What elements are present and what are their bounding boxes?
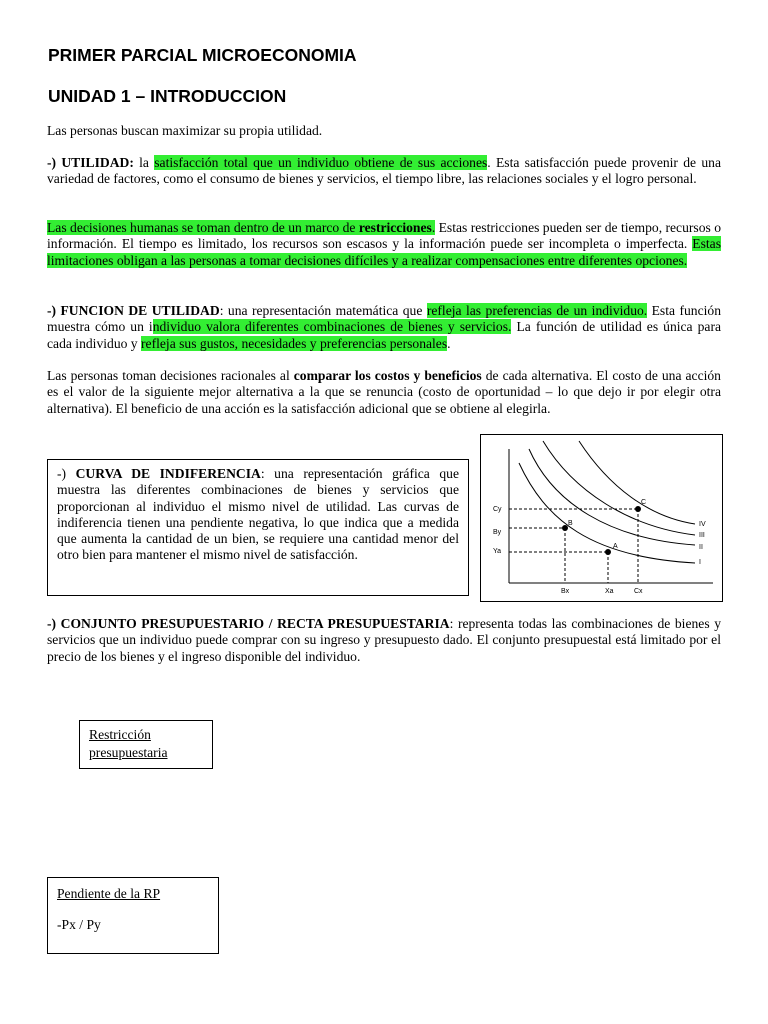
highlight: Estas limitaciones obligan a las personas a tomar decisiones difíciles y a realizar compensaciones entre diferentes opciones. — [47, 236, 721, 268]
text-run: de cada alternativa. El costo de una acción es el valor de la siguiente mejor alternativa a la que se renuncia (costo de oportunidad – lo que dejo ir por elegir otra alternativa). El beneficio de una acción es la satisfacción adicional que se obtiene al elegirla. — [47, 368, 721, 416]
curva-term: CURVA DE INDIFERENCIA — [75, 466, 261, 481]
x-label-bx: Bx — [561, 588, 570, 595]
indifference-graph — [481, 435, 722, 601]
curve-label-iii: III — [699, 532, 705, 539]
highlight: refleja las preferencias de un individuo. — [426, 303, 648, 318]
y-label-cy: Cy — [493, 506, 502, 513]
point-label-c: C — [641, 499, 647, 506]
y-label-ya: Ya — [493, 548, 502, 555]
indifference-graph-frame — [480, 434, 723, 602]
curve-label-i: I — [699, 559, 701, 566]
y-label-by: By — [493, 529, 502, 536]
highlight: satisfacción total que un individuo obtiene de sus acciones — [154, 155, 488, 170]
pendiente-title: Pendiente de la RP — [57, 886, 161, 901]
text-run: . — [447, 335, 451, 351]
text-run: Las personas toman decisiones racionales al — [47, 368, 294, 383]
highlight: ndividuo valora diferentes combinaciones de bienes y servicios. — [152, 319, 512, 335]
decisiones-paragraph — [47, 368, 721, 417]
text-run: : una representación gráfica que muestra las diferentes combinaciones de bienes y servicios que proporcionan al individuo el mismo nivel de utilidad. Las curvas de indiferencia tienen una pendiente negativa, lo que indica que a medida que aumenta la cantidad de un bien, se requiere una cantidad menor del otro bien para mantener el mismo nivel de satisfacción. — [57, 466, 460, 563]
conjunto-paragraph — [47, 616, 721, 665]
text-run: : una representación matemática que — [219, 303, 427, 318]
curve-label-ii: II — [699, 544, 703, 551]
costos-beneficios-term: comparar los costos y beneficios — [293, 368, 482, 383]
curva-paragraph — [57, 466, 459, 564]
restriccion-line2: presupuestaria — [89, 745, 168, 760]
curva-box — [47, 459, 469, 596]
text-run: . Esta satisfacción puede provenir de una variedad de factores, como el consumo de bienes y servicios, el tiempo libre, las relaciones sociales y el logro personal. — [47, 155, 721, 187]
highlight — [47, 220, 435, 235]
utilidad-term: -) UTILIDAD: — [47, 155, 134, 170]
text-run: : representa todas las combinaciones de bienes y servicios que un individuo puede comprar con su ingreso y presupuesto dado. El conjunto presupuestal está limitado por el precio de los bienes y el ingreso disponible del individuo. — [47, 616, 721, 664]
indifference-curve-i — [519, 463, 695, 563]
x-label-cx: Cx — [634, 588, 643, 595]
text-run: Las decisiones humanas se toman dentro de un marco de — [47, 220, 359, 235]
pendiente-formula: -Px / Py — [57, 917, 101, 932]
point-a — [605, 549, 611, 555]
highlight: refleja sus gustos, necesidades y preferencias personales — [141, 335, 448, 351]
text-run: . — [431, 220, 436, 235]
funcion-paragraph — [47, 303, 721, 352]
text-run: la — [133, 155, 155, 170]
pendiente-box — [47, 877, 219, 954]
utilidad-paragraph — [47, 155, 721, 188]
restriccion-box — [79, 720, 213, 769]
x-label-xa: Xa — [605, 588, 614, 595]
point-c — [635, 506, 641, 512]
text-run: Esta función muestra cómo un i — [47, 303, 721, 335]
restricciones-paragraph — [47, 220, 721, 269]
intro-paragraph: Las personas buscan maximizar su propia utilidad. — [47, 123, 323, 138]
point-label-b: B — [568, 520, 573, 527]
conjunto-term: -) CONJUNTO PRESUPUESTARIO / RECTA PRESUPUESTARIA — [47, 616, 450, 631]
text-run: La función de utilidad es única para cada individuo y — [47, 319, 722, 351]
curve-label-iv: IV — [699, 521, 706, 528]
restricciones-term: restricciones — [358, 220, 432, 235]
funcion-term: -) FUNCION DE UTILIDAD — [47, 303, 220, 318]
text-run: -) — [57, 466, 76, 481]
unit-heading: UNIDAD 1 – INTRODUCCION — [48, 86, 287, 106]
restriccion-line1: Restricción — [89, 727, 151, 742]
point-label-a: A — [613, 543, 618, 550]
text-run: Estas restricciones pueden ser de tiempo, recursos o información. El tiempo es limitado, los recursos son escasos y la información puede ser incompleta o imperfecta. — [47, 220, 721, 252]
document-title: PRIMER PARCIAL MICROECONOMIA — [48, 45, 357, 65]
